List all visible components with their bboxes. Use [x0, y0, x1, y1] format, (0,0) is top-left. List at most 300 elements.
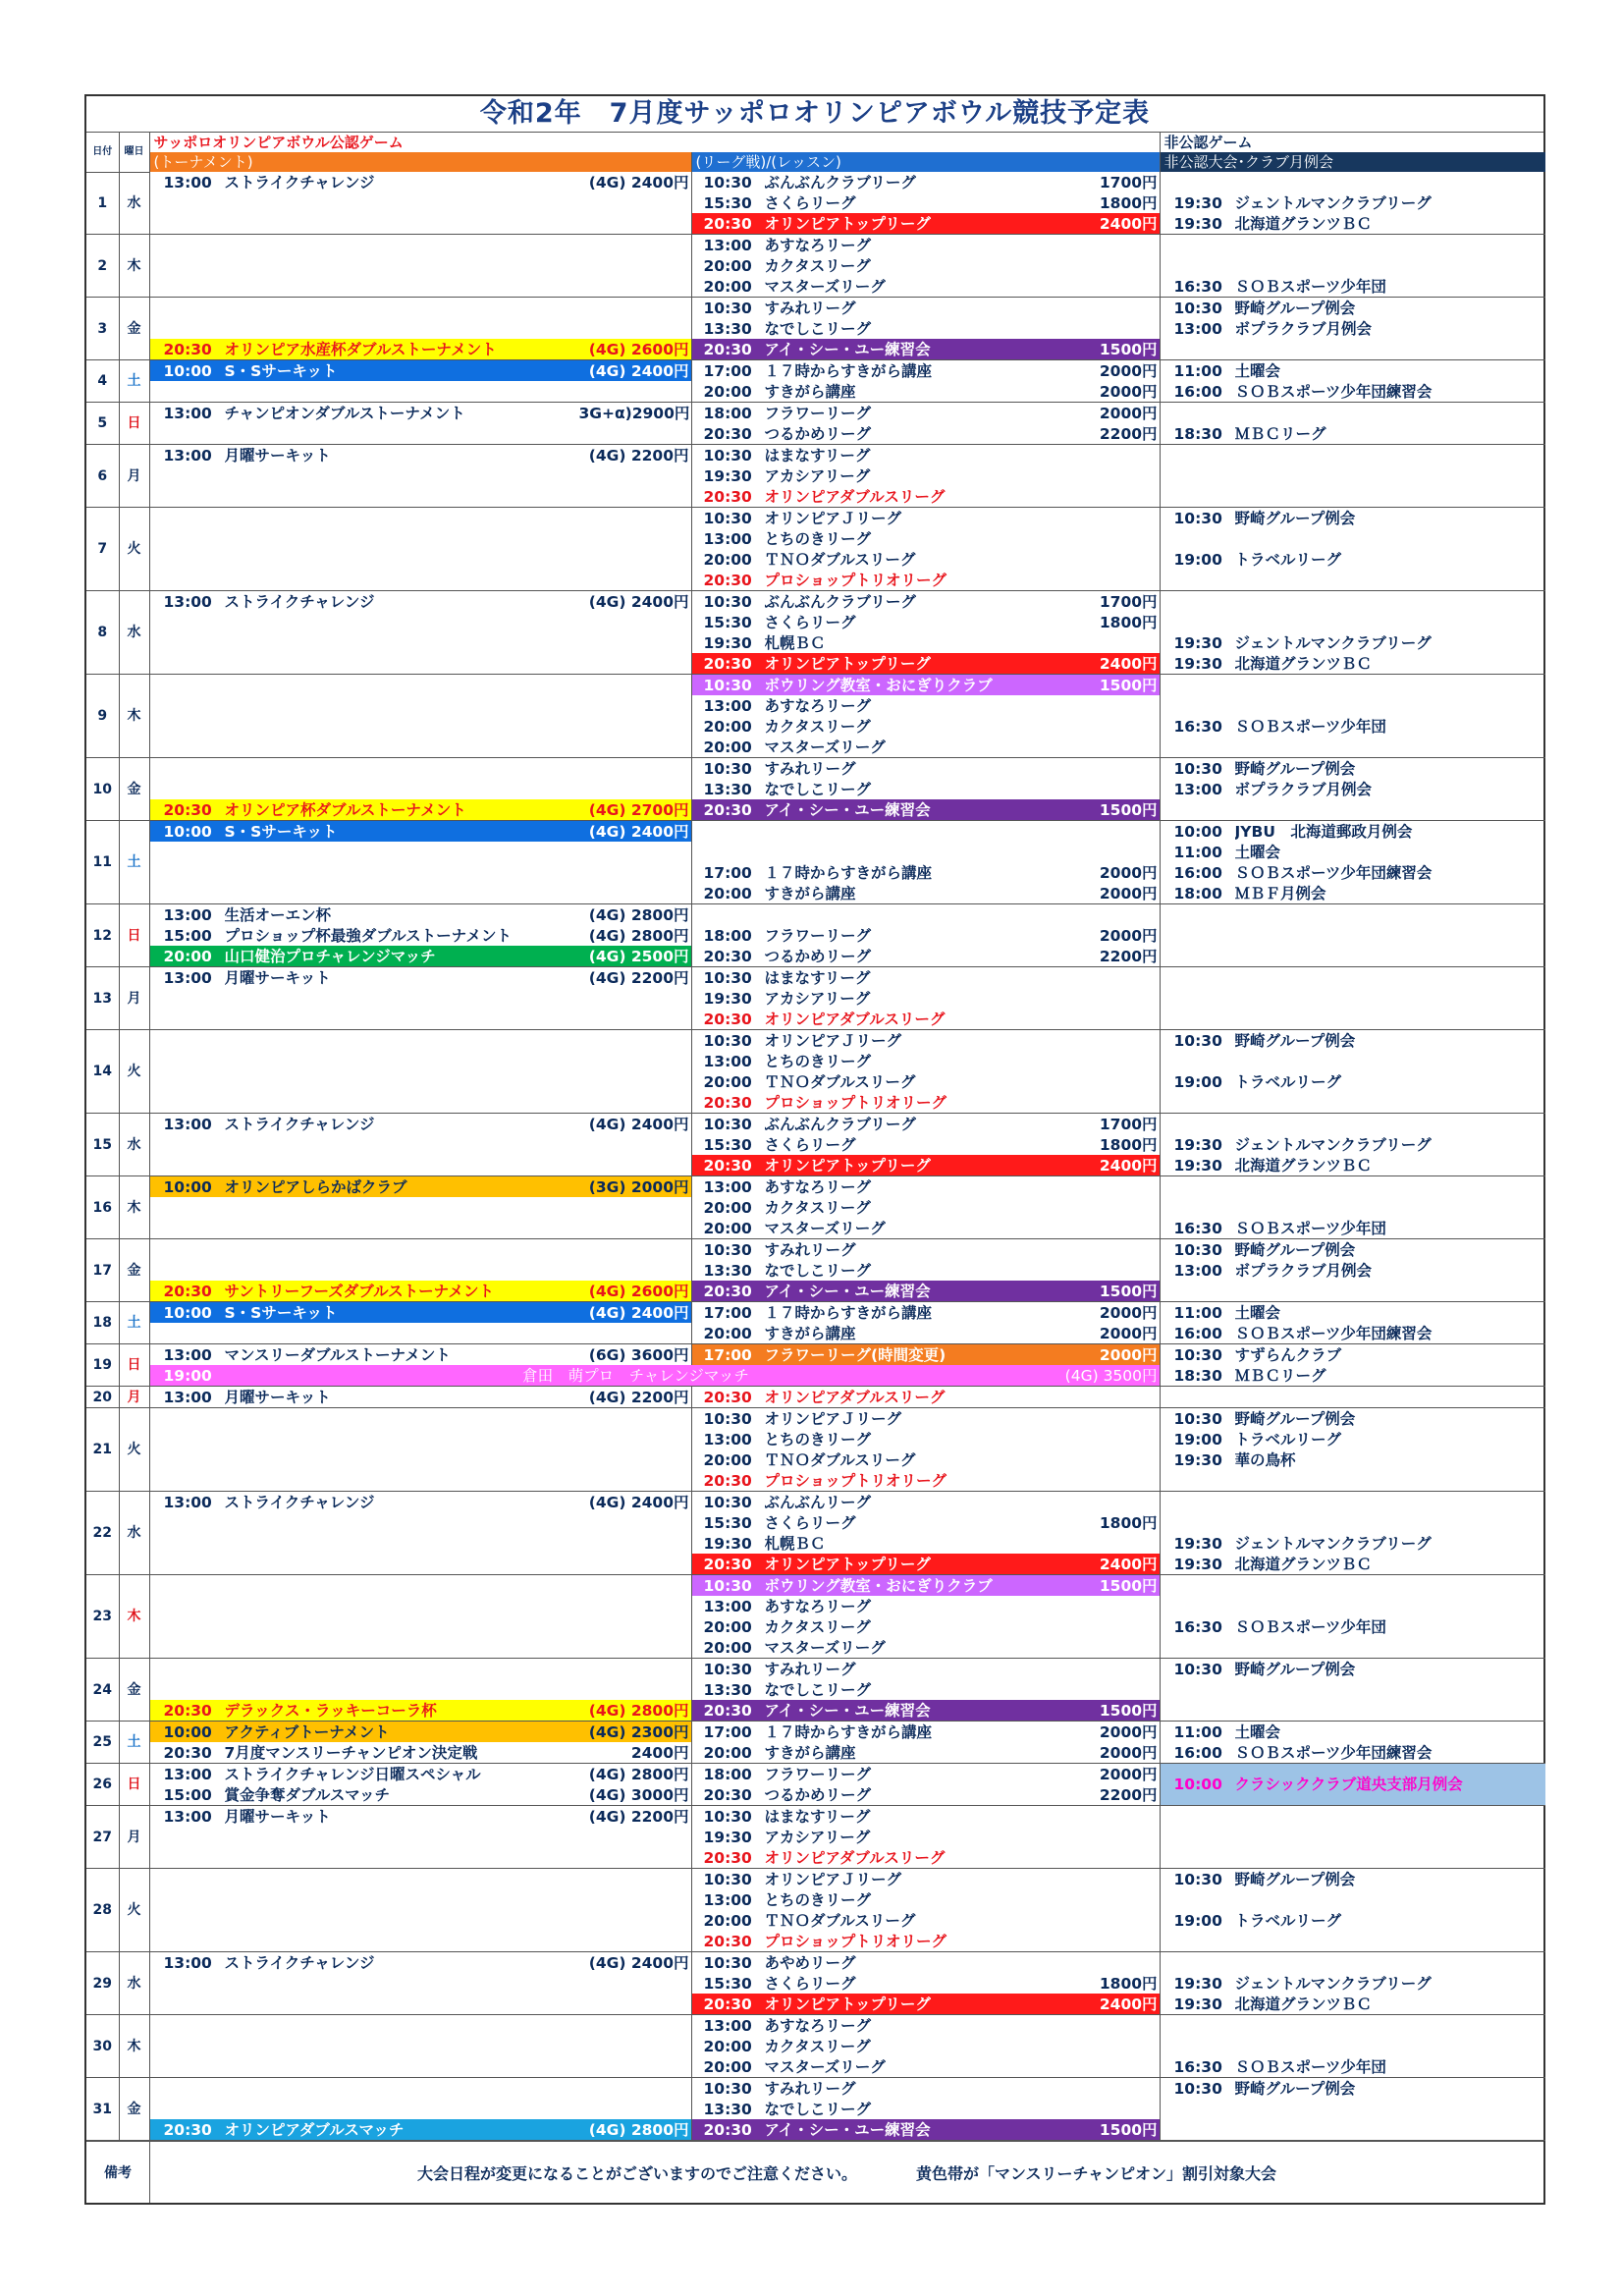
- league-cell: [691, 1994, 1160, 2015]
- table-row: [86, 1365, 1545, 1387]
- league-cell: [691, 465, 1160, 486]
- event-entry: [692, 1827, 1160, 1847]
- tournament-cell: [149, 1114, 691, 1135]
- event-entry: [692, 2099, 1160, 2119]
- event-entry: [1161, 653, 1546, 674]
- table-row: [86, 1827, 1545, 1847]
- table-row: [86, 925, 1545, 946]
- event-entry: [692, 758, 1160, 779]
- tournament-cell: [149, 1764, 691, 1785]
- weekday: 水: [119, 591, 149, 675]
- event-entry: [692, 339, 1160, 359]
- weekday: 月: [119, 1387, 149, 1408]
- tournament-cell: [149, 1994, 691, 2015]
- event-entry: [692, 360, 1160, 381]
- event-entry: [1161, 1973, 1546, 1994]
- unofficial-cell: [1160, 1994, 1545, 2015]
- league-cell: [691, 1659, 1160, 1680]
- event-name: ぶんぶんクラブリーグ: [764, 1115, 916, 1133]
- event-entry: [692, 862, 1160, 883]
- event-time: 10:30: [703, 173, 752, 191]
- event-name: カクタスリーグ: [764, 717, 871, 736]
- event-time: 16:30: [1173, 277, 1222, 296]
- unofficial-cell: [1160, 1806, 1545, 1828]
- event-time: 20:00: [703, 884, 752, 902]
- event-entry: [692, 1114, 1160, 1134]
- unofficial-cell: [1160, 591, 1545, 613]
- tournament-cell: [149, 1679, 691, 1700]
- tournament-cell: [149, 1281, 691, 1302]
- table-row: [86, 1155, 1545, 1176]
- event-price: 2000円: [1099, 1743, 1158, 1762]
- league-cell: [691, 318, 1160, 339]
- table-row: [86, 1700, 1545, 1722]
- tournament-cell: [149, 1784, 691, 1806]
- weekday: 火: [119, 1869, 149, 1952]
- unofficial-cell: [1160, 1429, 1545, 1449]
- league-cell: [691, 1554, 1160, 1575]
- unofficial-cell: [1160, 821, 1545, 843]
- event-name: オリンピアトップリーグ: [764, 214, 931, 233]
- event-name: 月曜サーキット: [224, 1388, 331, 1406]
- event-name: なでしこリーグ: [764, 2100, 872, 2118]
- league-cell: [691, 1847, 1160, 1869]
- tournament-cell: [149, 1659, 691, 1680]
- event-entry: [692, 1344, 1160, 1365]
- table-row: [86, 1616, 1545, 1637]
- event-entry: [692, 1742, 1160, 1763]
- league-cell: [691, 653, 1160, 675]
- event-price: 2000円: [1099, 1765, 1158, 1783]
- unofficial-cell: [1160, 2119, 1545, 2141]
- unofficial-games-title: 非公認ゲーム: [1163, 134, 1253, 151]
- weekday: 土: [119, 1722, 149, 1764]
- table-row: [86, 213, 1545, 235]
- event-name: ジェントルマンクラブリーグ: [1234, 1135, 1432, 1154]
- event-name: オリンピアダブルスリーグ: [764, 487, 946, 506]
- unofficial-cell: [1160, 612, 1545, 632]
- unofficial-cell: [1160, 2015, 1545, 2037]
- weekday: 日: [119, 904, 149, 967]
- event-time: 13:00: [163, 592, 212, 611]
- table-row: [86, 403, 1545, 424]
- event-entry: [1161, 1071, 1546, 1092]
- event-time: 17:00: [703, 863, 752, 882]
- event-name: 月曜サーキット: [224, 1807, 331, 1826]
- table-row: [86, 1931, 1545, 1952]
- event-name: すきがら講座: [764, 1324, 856, 1342]
- event-name: カクタスリーグ: [764, 256, 871, 275]
- event-time: 20:00: [703, 1072, 752, 1091]
- league-cell: [691, 1071, 1160, 1092]
- event-time: 15:30: [703, 193, 752, 212]
- league-cell: [691, 1470, 1160, 1492]
- event-price: 3G+α)2900円: [578, 404, 690, 422]
- day-number: 20: [86, 1387, 119, 1408]
- weekday: 木: [119, 235, 149, 298]
- event-time: 15:30: [703, 613, 752, 631]
- event-time: 19:00: [1173, 1430, 1222, 1449]
- event-price: 2000円: [1099, 1345, 1158, 1364]
- event-name: カクタスリーグ: [764, 1198, 871, 1217]
- event-name: S・Sサーキット: [224, 822, 338, 841]
- unofficial-cell: [1160, 1281, 1545, 1302]
- event-entry: [1161, 1449, 1546, 1470]
- event-name: 野崎グループ例会: [1234, 759, 1356, 778]
- event-entry: [692, 486, 1160, 507]
- event-entry: [1161, 1910, 1546, 1931]
- event-time: 10:30: [703, 676, 752, 694]
- table-row: [86, 1218, 1545, 1239]
- event-name: ぶんぶんリーグ: [764, 1493, 872, 1511]
- event-entry: [692, 1239, 1160, 1260]
- event-name: ジェントルマンクラブリーグ: [1234, 633, 1432, 652]
- event-entry: [692, 1659, 1160, 1679]
- event-time: 20:00: [703, 1617, 752, 1636]
- event-price: (4G) 2500円: [588, 947, 689, 965]
- event-time: 20:30: [703, 1156, 752, 1175]
- league-cell: [691, 925, 1160, 946]
- event-entry: [150, 1806, 691, 1827]
- unofficial-cell: [1160, 1512, 1545, 1533]
- event-price: (4G) 3500円: [1064, 1366, 1158, 1385]
- table-row: [86, 1071, 1545, 1092]
- league-cell: [691, 339, 1160, 360]
- event-name: 札幌ＢＣ: [764, 633, 826, 652]
- tournament-cell: [149, 445, 691, 466]
- league-cell: [691, 1575, 1160, 1597]
- tournament-cell: [149, 1931, 691, 1952]
- event-time: 11:00: [1173, 843, 1222, 861]
- event-time: 20:00: [703, 717, 752, 736]
- table-row: [86, 1806, 1545, 1828]
- league-cell: [691, 2036, 1160, 2056]
- table-row: [86, 653, 1545, 675]
- tournament-cell: [149, 2056, 691, 2078]
- unofficial-cell: [1160, 276, 1545, 298]
- event-name: アイ・シー・ユー練習会: [764, 2120, 931, 2139]
- event-time: 20:00: [703, 1450, 752, 1469]
- event-time: 10:30: [1173, 1240, 1222, 1259]
- unofficial-cell: [1160, 632, 1545, 653]
- event-entry: [1161, 1659, 1546, 1679]
- table-row: [86, 758, 1545, 780]
- event-entry: [692, 1910, 1160, 1931]
- tournament-cell: [149, 235, 691, 256]
- table-row: [86, 1344, 1545, 1366]
- event-price: 2000円: [1099, 1722, 1158, 1741]
- event-entry: [150, 1742, 691, 1763]
- event-entry: [150, 967, 691, 988]
- event-time: 13:00: [1173, 319, 1222, 338]
- event-price: 1800円: [1099, 1135, 1158, 1154]
- event-time: 10:30: [703, 1953, 752, 1972]
- event-price: (4G) 2200円: [588, 968, 689, 987]
- event-name: アクティブトーナメント: [224, 1722, 390, 1741]
- tournament-cell: [149, 1847, 691, 1869]
- event-time: 16:30: [1173, 1219, 1222, 1237]
- event-name: ぶんぶんクラブリーグ: [764, 173, 916, 191]
- event-entry: [1161, 1323, 1546, 1343]
- event-time: 13:00: [163, 404, 212, 422]
- event-entry: [150, 1344, 691, 1365]
- unofficial-cell: [1160, 1492, 1545, 1513]
- event-time: 13:00: [703, 1177, 752, 1196]
- tournament-cell: [149, 862, 691, 883]
- event-price: (4G) 2400円: [588, 1115, 689, 1133]
- event-time: 13:00: [163, 446, 212, 465]
- unofficial-cell: [1160, 1218, 1545, 1239]
- event-name: アイ・シー・ユー練習会: [764, 1701, 931, 1720]
- league-cell: [691, 298, 1160, 319]
- event-entry: [692, 1155, 1160, 1175]
- event-entry: [1161, 1134, 1546, 1155]
- league-cell: [691, 508, 1160, 529]
- table-row: [86, 570, 1545, 591]
- table-row: [86, 318, 1545, 339]
- event-name: ボプラクラブ月例会: [1234, 319, 1373, 338]
- unofficial-cell: [1160, 842, 1545, 862]
- event-name: 北海道グランツＢＣ: [1234, 1156, 1373, 1175]
- table-row: [86, 2099, 1545, 2119]
- event-time: 18:00: [1173, 884, 1222, 902]
- event-time: 20:30: [703, 571, 752, 589]
- table-row: [86, 1260, 1545, 1281]
- event-price: (4G) 2400円: [588, 592, 689, 611]
- tournament-cell: [149, 570, 691, 591]
- tournament-cell: [149, 1575, 691, 1597]
- league-cell: [691, 612, 1160, 632]
- event-name: ストライクチャレンジ日曜スペシャル: [224, 1765, 481, 1783]
- tournament-cell: [149, 528, 691, 549]
- table-row: [86, 1722, 1545, 1743]
- unofficial-cell: [1160, 255, 1545, 276]
- league-cell: [691, 1155, 1160, 1176]
- tournament-cell: [149, 276, 691, 298]
- tournament-cell: [149, 423, 691, 445]
- event-time: 13:00: [703, 529, 752, 548]
- event-name: あやめリーグ: [764, 1953, 856, 1972]
- event-price: (4G) 2400円: [588, 173, 689, 191]
- league-cell: [691, 842, 1160, 862]
- event-price: 1500円: [1099, 340, 1158, 358]
- league-cell: [691, 1260, 1160, 1281]
- league-cell: [691, 1302, 1160, 1324]
- event-time: 20:00: [703, 277, 752, 296]
- event-time: 18:30: [1173, 1366, 1222, 1385]
- event-entry: [692, 1784, 1160, 1805]
- event-price: (4G) 2800円: [588, 1701, 689, 1720]
- event-time: 10:30: [703, 509, 752, 527]
- event-name: ＳＯＢスポーツ少年団練習会: [1234, 1743, 1433, 1762]
- league-cell: [691, 1051, 1160, 1071]
- event-time: 20:30: [703, 800, 752, 819]
- tournament-cell: [149, 1323, 691, 1344]
- tournament-cell: [149, 318, 691, 339]
- event-price: 2000円: [1099, 1324, 1158, 1342]
- unofficial-cell: [1160, 1889, 1545, 1910]
- event-price: 1500円: [1099, 1282, 1158, 1300]
- event-time: 19:30: [703, 1828, 752, 1846]
- event-time: 20:30: [703, 1093, 752, 1112]
- event-price: 2200円: [1099, 1785, 1158, 1804]
- event-entry: [150, 1700, 691, 1721]
- unofficial-cell: [1160, 946, 1545, 967]
- tournament-cell: [149, 612, 691, 632]
- tournament-cell: [149, 1239, 691, 1261]
- event-entry: [692, 192, 1160, 213]
- event-name: ストライクチャレンジ: [224, 1953, 375, 1972]
- event-entry: [150, 904, 691, 925]
- table-row: [86, 1429, 1545, 1449]
- league-cell: [691, 2119, 1160, 2141]
- event-entry: [1161, 2078, 1546, 2099]
- event-time: 13:00: [163, 968, 212, 987]
- tournament-cell: [149, 1952, 691, 1974]
- event-name: 7月度マンスリーチャンピオン決定戦: [224, 1743, 478, 1762]
- event-name: つるかめリーグ: [764, 947, 872, 965]
- event-name: 野崎グループ例会: [1234, 1031, 1356, 1050]
- event-name: さくらリーグ: [764, 193, 856, 212]
- unofficial-cell: [1160, 862, 1545, 883]
- league-cell: [691, 1973, 1160, 1994]
- unofficial-cell: [1160, 549, 1545, 570]
- table-row: [86, 842, 1545, 862]
- event-name: プロショップトリオリーグ: [764, 571, 947, 589]
- event-name: マスターズリーグ: [764, 2057, 886, 2076]
- event-name: ジェントルマンクラブリーグ: [1234, 1974, 1432, 1993]
- league-cell: [691, 591, 1160, 613]
- header-weekday: 曜日: [119, 133, 149, 172]
- unofficial-cell: [1160, 445, 1545, 466]
- unofficial-cell: [1160, 465, 1545, 486]
- event-name: ＴＮＯダブルスリーグ: [764, 550, 916, 569]
- table-row: [86, 946, 1545, 967]
- event-name: １７時からすきがら講座: [764, 1303, 933, 1322]
- table-row: [86, 1973, 1545, 1994]
- event-price: 1500円: [1099, 676, 1158, 694]
- table-row: [86, 508, 1545, 529]
- event-name: ボプラクラブ月例会: [1234, 780, 1373, 798]
- table-row: [86, 1030, 1545, 1052]
- event-entry: [692, 799, 1160, 820]
- tournament-cell: [149, 1302, 691, 1324]
- tournament-cell: [149, 988, 691, 1009]
- event-name: オリンピアトップリーグ: [764, 1995, 931, 2013]
- event-time: 10:30: [1173, 2079, 1222, 2098]
- table-row: [86, 2119, 1545, 2141]
- table-row: [86, 1596, 1545, 1616]
- table-row: [86, 255, 1545, 276]
- event-time: 19:30: [703, 466, 752, 485]
- event-name: 土曜会: [1234, 1722, 1281, 1741]
- remarks-text: [150, 2142, 1543, 2203]
- event-time: 10:00: [1173, 1776, 1222, 1793]
- table-row: [86, 360, 1545, 382]
- event-name: S・Sサーキット: [224, 1303, 338, 1322]
- event-time: 10:00: [163, 1177, 212, 1196]
- event-entry: [692, 1700, 1160, 1721]
- day-number: 29: [86, 1952, 119, 2015]
- event-entry: [692, 1889, 1160, 1910]
- table-row: [86, 1869, 1545, 1890]
- unofficial-cell: [1160, 403, 1545, 424]
- tournament-cell: [149, 1554, 691, 1575]
- event-name: トラベルリーグ: [1234, 1911, 1342, 1930]
- event-name: つるかめリーグ: [764, 1785, 872, 1804]
- event-time: 20:30: [703, 1848, 752, 1867]
- tournament-cell: [149, 1155, 691, 1176]
- header-date: 日付: [86, 133, 119, 172]
- event-name: ＳＯＢスポーツ少年団練習会: [1234, 863, 1433, 882]
- event-time: 19:30: [1173, 1135, 1222, 1154]
- event-price: (4G) 2600円: [588, 1282, 689, 1300]
- table-row: [86, 612, 1545, 632]
- event-time: 19:30: [1173, 1555, 1222, 1573]
- event-entry: [150, 925, 691, 946]
- schedule-table: [86, 133, 1545, 2141]
- day-number: 13: [86, 967, 119, 1030]
- league-cell: [691, 883, 1160, 904]
- league-cell: [691, 1742, 1160, 1764]
- event-entry: [692, 967, 1160, 988]
- table-row: [86, 904, 1545, 926]
- league-cell: [691, 1952, 1160, 1974]
- table-row: [86, 381, 1545, 403]
- event-name: さくらリーグ: [764, 613, 856, 631]
- event-entry: [692, 1134, 1160, 1155]
- event-entry: [150, 339, 691, 359]
- event-name: 月曜サーキット: [224, 968, 331, 987]
- league-cell: [691, 675, 1160, 696]
- event-time: 10:30: [1173, 509, 1222, 527]
- event-entry: [150, 1114, 691, 1134]
- unofficial-cell: [1160, 1387, 1545, 1408]
- event-entry: [1161, 862, 1546, 883]
- tournament-cell: [149, 1408, 691, 1430]
- event-time: 10:30: [703, 2079, 752, 2098]
- table-row: [86, 1889, 1545, 1910]
- unofficial-cell: [1160, 1155, 1545, 1176]
- league-cell: [691, 1114, 1160, 1135]
- weekday: 月: [119, 1806, 149, 1869]
- weekday: 土: [119, 360, 149, 403]
- event-time: 10:30: [703, 759, 752, 778]
- weekday: 金: [119, 758, 149, 821]
- event-entry: [692, 1637, 1160, 1658]
- event-time: 13:00: [1173, 1261, 1222, 1280]
- event-time: 20:30: [703, 947, 752, 965]
- table-row: [86, 862, 1545, 883]
- event-entry: [692, 1302, 1160, 1323]
- table-row: [86, 549, 1545, 570]
- weekday: 木: [119, 2015, 149, 2078]
- tournament-cell: [149, 904, 691, 926]
- event-time: 19:30: [703, 989, 752, 1008]
- event-time: 13:00: [703, 1597, 752, 1615]
- event-entry: [692, 1176, 1160, 1197]
- league-cell: [691, 967, 1160, 989]
- event-time: 10:30: [703, 299, 752, 317]
- event-name: なでしこリーグ: [764, 1261, 872, 1280]
- event-name: 北海道グランツＢＣ: [1234, 654, 1373, 673]
- event-entry: [150, 403, 691, 423]
- league-cell: [691, 1344, 1160, 1366]
- unofficial-cell: [1160, 1323, 1545, 1344]
- day-number: 25: [86, 1722, 119, 1764]
- event-name: フラワーリーグ(時間変更): [764, 1345, 947, 1364]
- tournament-cell: [149, 821, 691, 843]
